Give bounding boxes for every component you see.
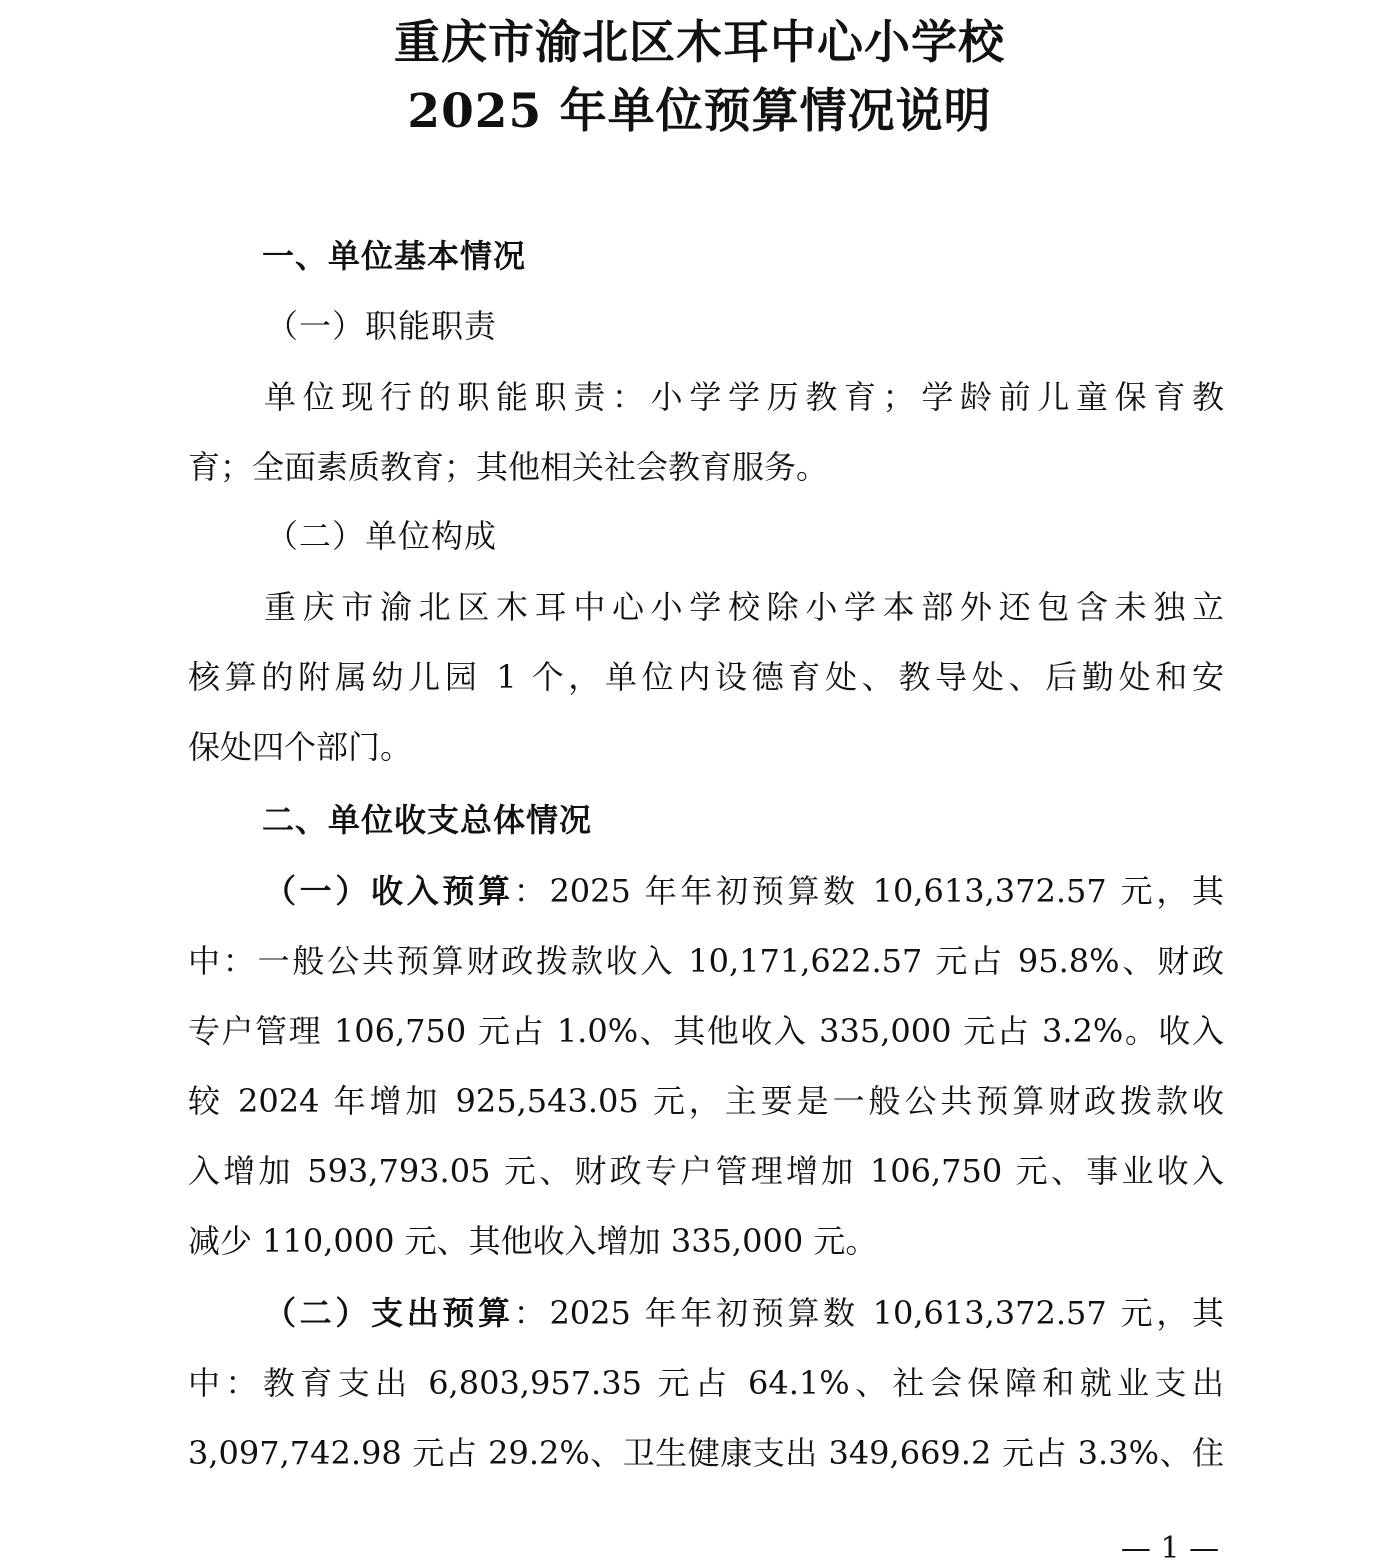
paragraph-line: 核算的附属幼儿园 1 个，单位内设德育处、教导处、后勤处和安 bbox=[188, 658, 1224, 696]
expense-budget-label: （二）支出预算 bbox=[264, 1294, 514, 1332]
paragraph-line: 专户管理 106,750 元占 1.0%、其他收入 335,000 元占 3.2%。收入 bbox=[188, 1012, 1224, 1050]
page-number: — 1 — bbox=[1120, 1531, 1220, 1566]
paragraph-income-budget bbox=[188, 856, 1224, 1276]
paragraph-line: 育；全面素质教育；其他相关社会教育服务。 bbox=[188, 448, 829, 486]
paragraph-line: 中：教育支出 6,803,957.35 元占 64.1%、社会保障和就业支出 bbox=[188, 1364, 1224, 1402]
expense-budget-text: ：2025 年年初预算数 10,613,372.57 元，其 bbox=[513, 1294, 1224, 1332]
paragraph-line: 3,097,742.98 元占 29.2%、卫生健康支出 349,669.2 元占 3.3%、住 bbox=[188, 1434, 1224, 1472]
paragraph-line: 重庆市渝北区木耳中心小学校除小学本部外还包含未独立 bbox=[264, 588, 1224, 626]
paragraph-line: 减少 110,000 元、其他收入增加 335,000 元。 bbox=[188, 1222, 878, 1260]
paragraph-line bbox=[188, 856, 1224, 926]
paragraph-line: 较 2024 年增加 925,543.05 元，主要是一般公共预算财政拨款收 bbox=[188, 1082, 1224, 1120]
paragraph-line: 单位现行的职能职责：小学学历教育；学龄前儿童保育教 bbox=[264, 378, 1224, 416]
document-title-line1: 重庆市渝北区木耳中心小学校 bbox=[394, 15, 1005, 69]
paragraph-expense-budget bbox=[188, 1278, 1224, 1488]
income-budget-text: ：2025 年年初预算数 10,613,372.57 元，其 bbox=[513, 872, 1224, 910]
paragraph-line: 入增加 593,793.05 元、财政专户管理增加 106,750 元、事业收入 bbox=[188, 1152, 1224, 1190]
income-budget-label: （一）收入预算 bbox=[264, 872, 514, 910]
paragraph-line: 中：一般公共预算财政拨款收入 10,171,622.57 元占 95.8%、财政 bbox=[188, 942, 1224, 980]
paragraph-composition bbox=[188, 572, 1224, 782]
section-heading-budget-overview: 二、单位收支总体情况 bbox=[262, 801, 593, 839]
subheading-functions: （一）职能职责 bbox=[266, 307, 498, 345]
subheading-composition: （二）单位构成 bbox=[266, 517, 498, 555]
document-title-line2: 2025 年单位预算情况说明 bbox=[407, 84, 992, 139]
paragraph-line bbox=[188, 1278, 1224, 1348]
paragraph-functions bbox=[188, 362, 1224, 502]
section-heading-basic-info: 一、单位基本情况 bbox=[262, 237, 527, 275]
paragraph-line: 保处四个部门。 bbox=[188, 728, 413, 766]
